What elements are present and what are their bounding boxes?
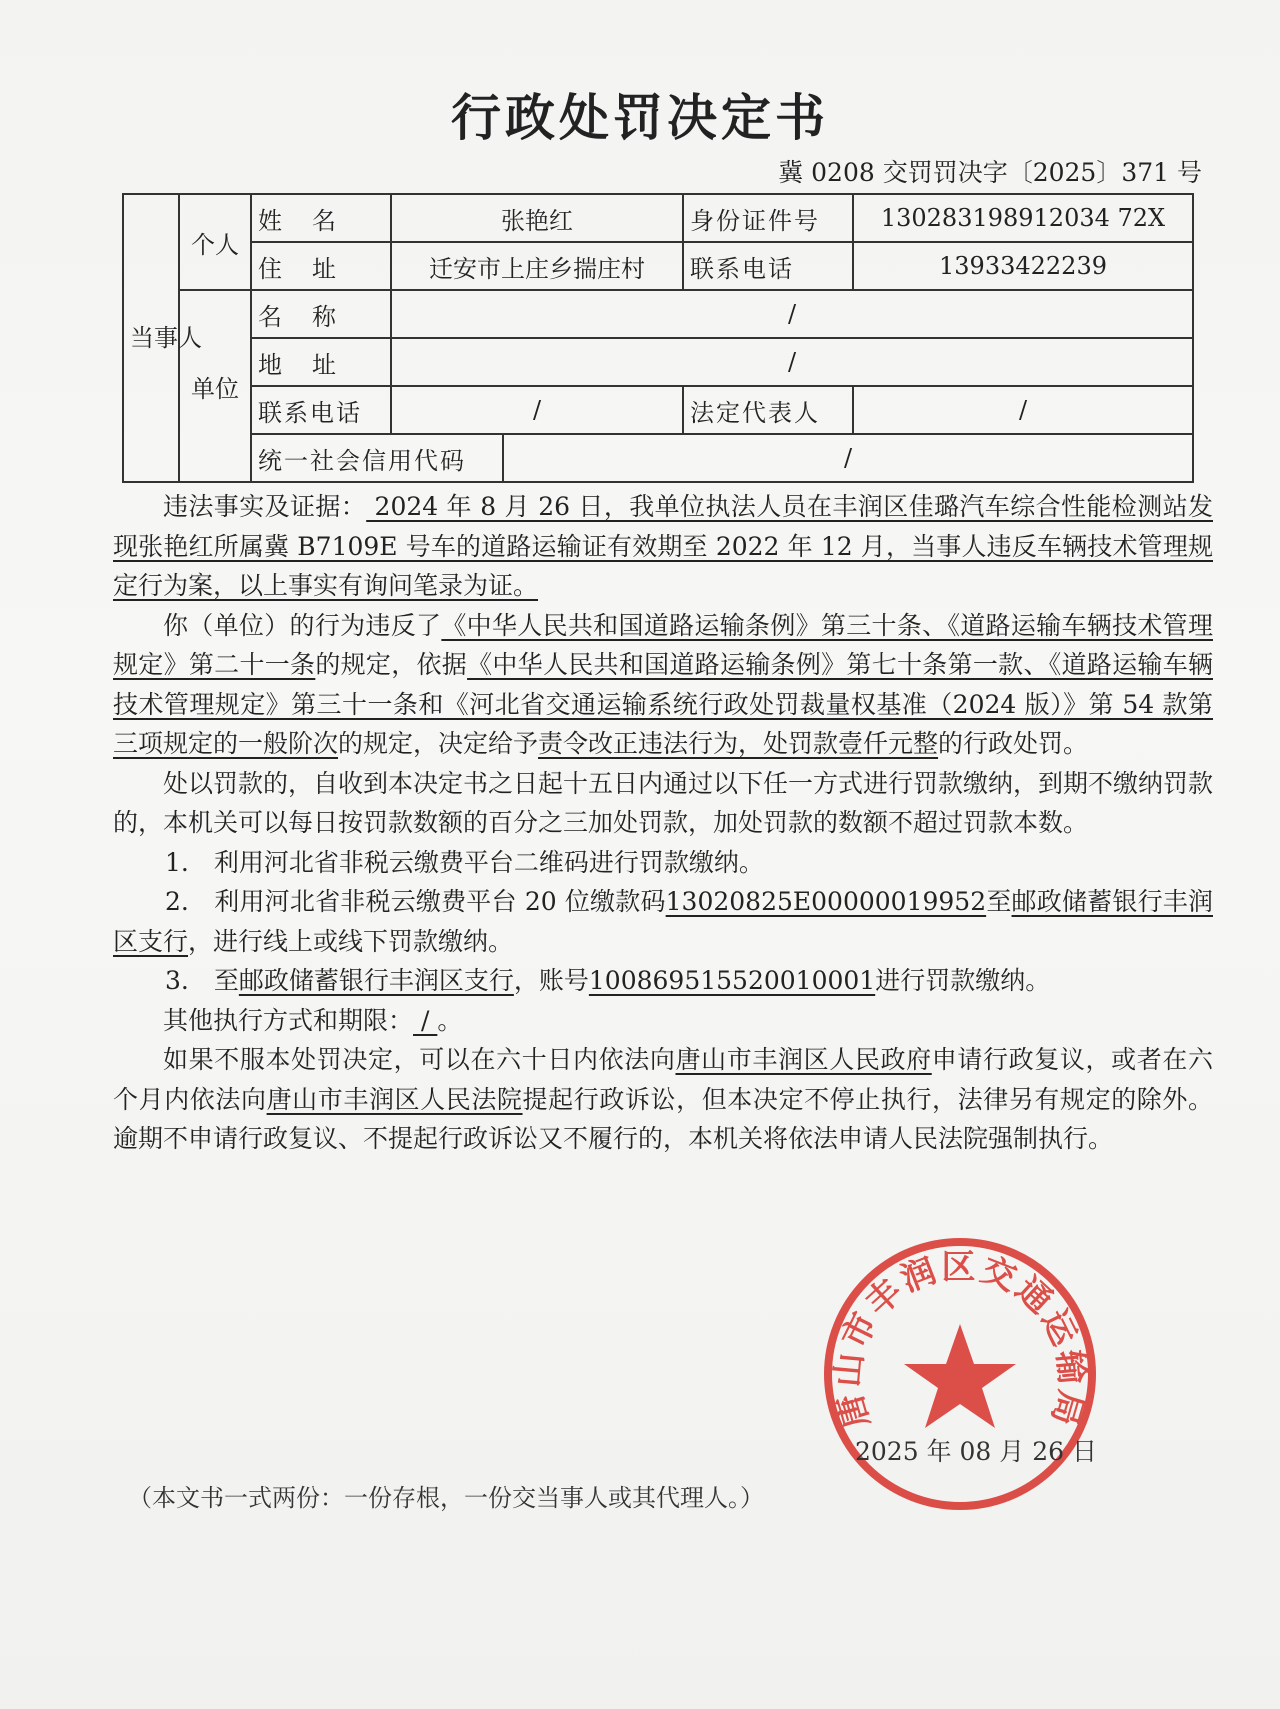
decision-text-3: 的规定，决定给予: [338, 729, 539, 758]
id-label: 身份证件号: [683, 194, 853, 242]
credit-code-label: 统一社会信用代码: [251, 434, 503, 482]
document-body: [113, 487, 1213, 1159]
decision-date: 2025 年 08 月 26 日: [855, 1437, 1097, 1466]
appeal-text-2: 申请行政复议，或者在六个月内依法向: [113, 1045, 1213, 1114]
copies-note: （本文书一式两份：一份存根，一份交当事人或其代理人。）: [128, 1484, 764, 1512]
unit-name-label: 名称: [251, 290, 391, 338]
name-value: 张艳红: [391, 194, 683, 242]
seal-text: 唐山市丰润区交通运输局: [827, 1247, 1093, 1433]
unit-phone-value: /: [391, 386, 683, 434]
penalty-text: 责令改正违法行为，处罚款壹仟元整: [538, 729, 939, 758]
document-number: 冀 0208 交罚罚决字〔2025〕371 号: [778, 158, 1202, 187]
payment-item-3-tail: 进行罚款缴纳。: [875, 966, 1051, 995]
facts-paragraph: [113, 487, 1213, 606]
review-authority: 唐山市丰润区人民政府: [675, 1045, 932, 1074]
violated-provisions: 《中华人民共和国道路运输条例》第三十条、《道路运输车辆技术管理规定》第二十一条: [113, 610, 1213, 679]
party-info-table: [122, 193, 1194, 483]
facts-text: 2024 年 8 月 26 日，我单位执法人员在丰润区佳璐汽车综合性能检测站发现张艳红所属冀 B7109E 号车的道路运输证有效期至 2022 年 12 月，当事人违反车辆技术管理规定行为案，以上事实有询问笔录为证。: [113, 492, 1213, 600]
unit-phone-label: 联系电话: [251, 386, 391, 434]
credit-code-value: /: [503, 434, 1193, 482]
other-execution-end: 。: [437, 1005, 463, 1035]
unit-address-value: /: [391, 338, 1193, 386]
payment-item-2-tail: ，进行线上或线下罚款缴纳。: [188, 926, 514, 956]
decision-text-2: 的规定，依据: [315, 650, 468, 679]
id-value: 130283198912034 72X: [853, 194, 1193, 242]
payment-intro: 处以罚款的，自收到本决定书之日起十五日内通过以下任一方式进行罚款缴纳，到期不缴纳罚款的，本机关可以每日按罚款数额的百分之三加处罚款，加处罚款的数额不超过罚款本数。: [113, 768, 1214, 837]
document-title: 行政处罚决定书: [451, 89, 829, 147]
appeal-text-3: 提起行政诉讼，但本决定不停止执行，法律另有规定的除外。逾期不申请行政复议、不提起行政诉讼又不履行的，本机关将依法申请人民法院强制执行。: [113, 1084, 1213, 1153]
payment-code: 13020825E00000019952: [665, 887, 987, 916]
legal-rep-value: /: [853, 386, 1193, 434]
unit-name-value: /: [391, 290, 1193, 338]
payment-item-2-to: 至: [986, 887, 1012, 916]
phone-value: 13933422239: [853, 242, 1193, 290]
facts-label: 违法事实及证据：: [163, 492, 367, 521]
decision-text-4: 的行政处罚。: [938, 729, 1089, 758]
payment-bank-2: 邮政储蓄银行丰润区支行: [238, 966, 514, 995]
payment-item-1: 1. 利用河北省非税云缴费平台二维码进行罚款缴纳。: [165, 847, 764, 877]
decision-text-1: 你（单位）的行为违反了: [163, 610, 442, 640]
payment-item-2: [113, 882, 1213, 961]
decision-paragraph: [113, 606, 1213, 764]
legal-rep-label: 法定代表人: [683, 386, 853, 434]
name-label: 姓名: [251, 194, 391, 242]
other-execution: [113, 1001, 1213, 1041]
appeal-text-1: 如果不服本处罚决定，可以在六十日内依法向: [163, 1045, 676, 1074]
payment-item-3-account-label: ，账号: [513, 966, 589, 995]
appeal-paragraph: [113, 1040, 1213, 1159]
unit-address-label: 地址: [251, 338, 391, 386]
court-name: 唐山市丰润区人民法院: [266, 1084, 523, 1114]
payment-item-3: [113, 961, 1213, 1001]
unit-label: 单位: [179, 290, 251, 482]
payment-account: 100869515520010001: [588, 966, 876, 995]
address-value: 迁安市上庄乡揣庄村: [391, 242, 683, 290]
official-seal-icon: [818, 1232, 1102, 1516]
payment-item-2-text: 2. 利用河北省非税云缴费平台 20 位缴款码: [165, 887, 666, 916]
phone-label: 联系电话: [683, 242, 853, 290]
payment-item-3-text: 3. 至: [165, 966, 239, 995]
other-execution-value: /: [413, 1005, 438, 1035]
party-label: 当事人: [123, 194, 179, 482]
address-label: 住址: [251, 242, 391, 290]
payment-bank-1: 邮政储蓄银行丰润区支行: [113, 887, 1213, 956]
legal-basis: 《中华人民共和国道路运输条例》第七十条第一款、《道路运输车辆技术管理规定》第三十一条和《河北省交通运输系统行政处罚裁量权基准（2024 版）》第 54 款第三项规定的一般阶次: [113, 650, 1213, 758]
individual-label: 个人: [179, 194, 251, 290]
other-execution-label: 其他执行方式和期限：: [163, 1005, 414, 1035]
